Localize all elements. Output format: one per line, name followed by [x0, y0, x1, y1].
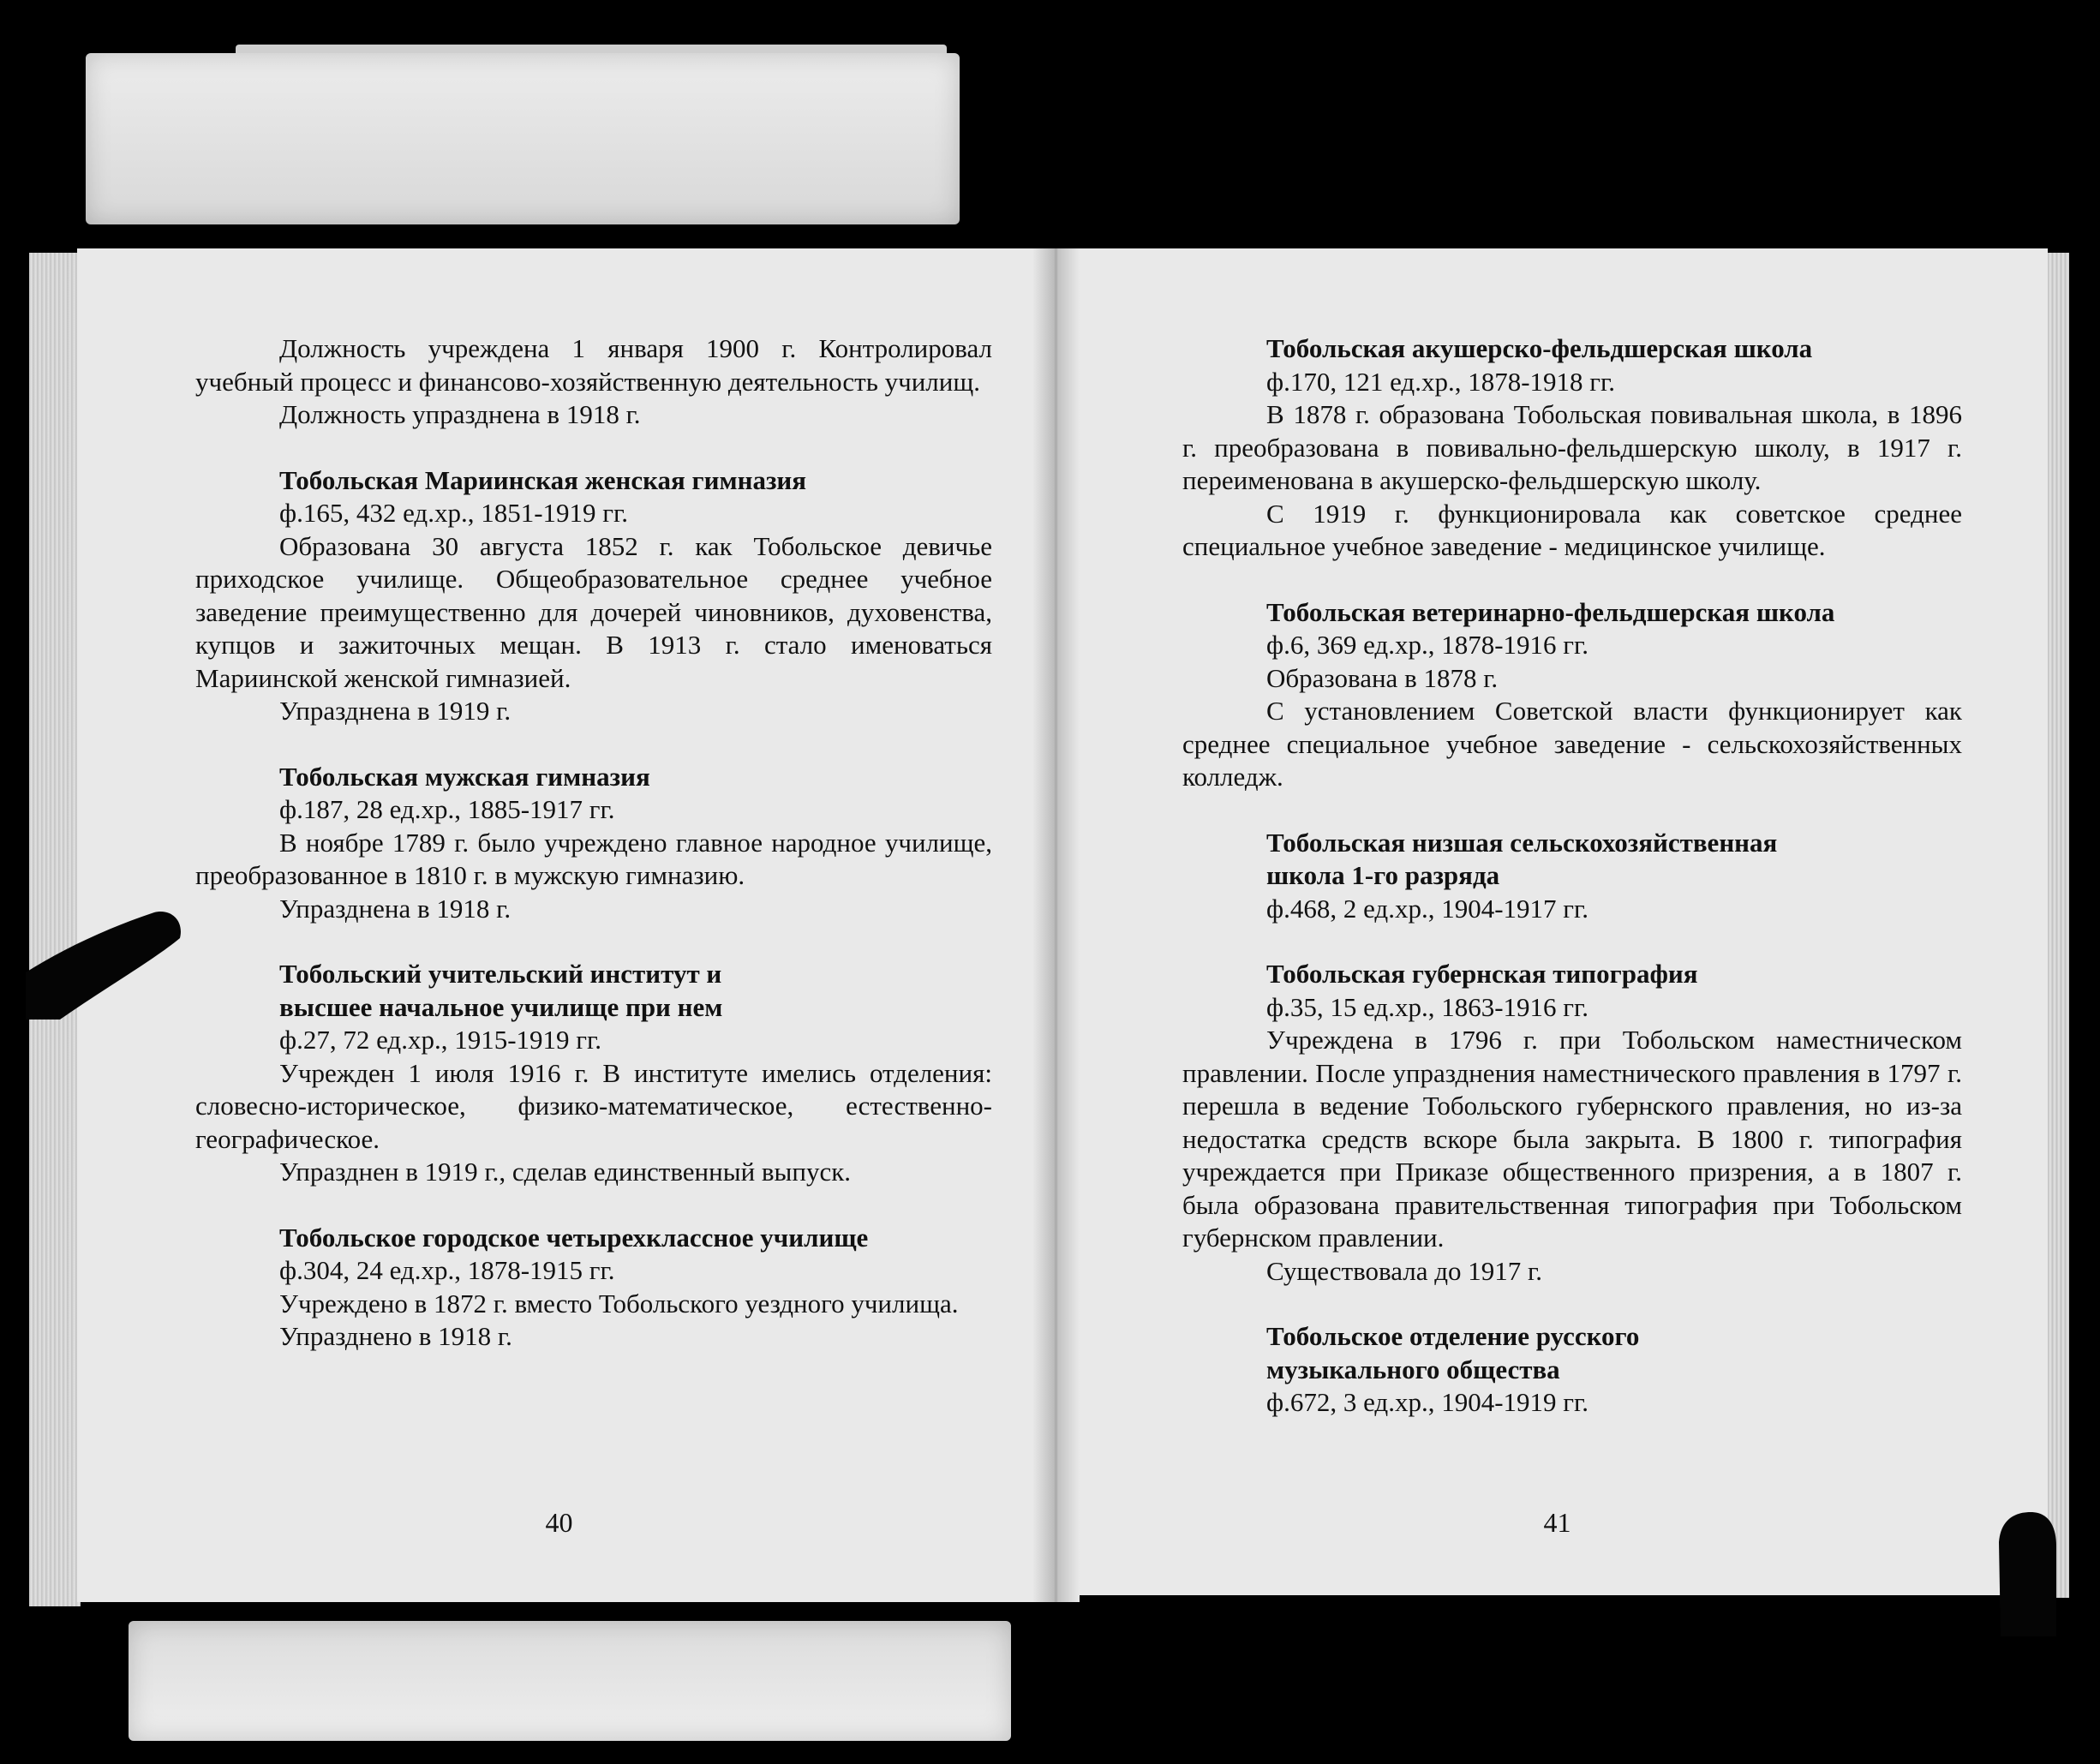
paragraph-gap [1182, 564, 1962, 596]
paragraph: С 1919 г. функционировала как советское среднее специальное учебное заведение - медицинское училище. [1182, 498, 1962, 561]
section-heading: Тобольская Мариинская женская гимназия [279, 464, 807, 495]
paragraph: Существовала до 1917 г. [1266, 1255, 1543, 1286]
fund-reference: ф.6, 369 ед.хр., 1878-1916 гг. [1266, 630, 1588, 660]
paragraph: Упразднена в 1918 г. [279, 893, 512, 924]
paragraph: Должность учреждена 1 января 1900 г. Контролировал учебный процесс и финансово-хозяйственную деятельность училищ. [195, 333, 992, 397]
paragraph: Должность упразднена в 1918 г. [279, 399, 641, 429]
section-heading: Тобольское отделение русского [1266, 1321, 1640, 1351]
section-heading: Тобольская ветеринарно-фельдшерская школа [1266, 596, 1835, 627]
paragraph: Образована 30 августа 1852 г. как Тобольское девичье приходское училище. Общеобразовательное среднее учебное заведение преимущественно для дочерей чиновников, духовенства, купцов и зажиточных мещан. В 1913 г. стало именоваться Мариинской женской гимназией. [195, 530, 992, 693]
paragraph-gap [195, 728, 992, 761]
paragraph: В ноябре 1789 г. было учреждено главное народное училище, преобразованное в 1810 г. в мужскую гимназию. [195, 827, 992, 890]
fund-reference: ф.468, 2 ед.хр., 1904-1917 гг. [1266, 893, 1588, 924]
section-heading: музыкального общества [1266, 1354, 1560, 1384]
page-number-right: 41 [1543, 1507, 1571, 1538]
fund-reference: ф.672, 3 ед.хр., 1904-1919 гг. [1266, 1387, 1588, 1417]
paragraph: Упразднена в 1919 г. [279, 696, 512, 726]
paragraph-gap [1182, 1288, 1962, 1320]
paragraph: Учрежден 1 июля 1916 г. В институте имелись отделения: словесно-историческое, физико-математическое, естественно-географическое. [195, 1057, 992, 1154]
black-clip-left [26, 891, 188, 1020]
page-number-left: 40 [545, 1507, 573, 1538]
paragraph-gap [195, 432, 992, 464]
section-heading: Тобольская мужская гимназия [279, 761, 650, 792]
paragraph: С установлением Советской власти функционирует как среднее специальное учебное заведение - сельскохозяйственных колледж. [1182, 696, 1962, 792]
paragraph: Учреждено в 1872 г. вместо Тобольского уездного училища. [279, 1288, 959, 1319]
fund-reference: ф.35, 15 ед.хр., 1863-1916 гг. [1266, 991, 1588, 1022]
paragraph-gap [195, 925, 992, 958]
section-heading: школа 1-го разряда [1266, 860, 1500, 890]
paragraph: Упразднено в 1918 г. [279, 1321, 512, 1351]
paragraph-gap [195, 1189, 992, 1222]
black-clip-right [1992, 1508, 2061, 1636]
paragraph: Учреждена в 1796 г. при Тобольском наместническом правлении. После упразднения наместнического правления в 1797 г. перешла в ведение Тобольского губернского правления, но из-за недостатка средств вскоре была закрыта. В 1800 г. типография учреждается при Приказе общественного призрения, а в 1807 г. была образована правительственная типография при Тобольском губернском правлении. [1182, 1025, 1962, 1253]
foam-padding-bottom [129, 1621, 1011, 1741]
paragraph-gap [1182, 794, 1962, 827]
paragraph: В 1878 г. образована Тобольская повивальная школа, в 1896 г. преобразована в повивально-фельдшерскую школу, в 1917 г. переименована в акушерско-фельдшерскую школу. [1182, 399, 1962, 495]
left-page [77, 248, 1041, 1602]
book-spine [1032, 248, 1080, 1602]
right-page [1067, 248, 2048, 1595]
section-heading: Тобольская акушерско-фельдшерская школа [1266, 333, 1813, 363]
right-page-text [1182, 332, 1962, 1420]
section-heading: высшее начальное училище при нем [279, 991, 723, 1022]
fund-reference: Образована в 1878 г. [1266, 662, 1499, 693]
fund-reference: ф.165, 432 ед.хр., 1851-1919 гг. [279, 498, 628, 528]
fund-reference: ф.304, 24 ед.хр., 1878-1915 гг. [279, 1255, 615, 1285]
section-heading: Тобольский учительский институт и [279, 959, 722, 989]
paragraph-gap [1182, 925, 1962, 958]
left-page-text [195, 332, 992, 1354]
fund-reference: ф.170, 121 ед.хр., 1878-1918 гг. [1266, 366, 1615, 397]
section-heading: Тобольская низшая сельскохозяйственная [1266, 827, 1778, 858]
paragraph: Упразднен в 1919 г., сделав единственный выпуск. [279, 1157, 852, 1187]
section-heading: Тобольское городское четырехклассное училище [279, 1222, 869, 1253]
foam-padding-top [86, 53, 960, 224]
section-heading: Тобольская губернская типография [1266, 959, 1698, 989]
fund-reference: ф.27, 72 ед.хр., 1915-1919 гг. [279, 1025, 601, 1055]
fund-reference: ф.187, 28 ед.хр., 1885-1917 гг. [279, 794, 615, 824]
